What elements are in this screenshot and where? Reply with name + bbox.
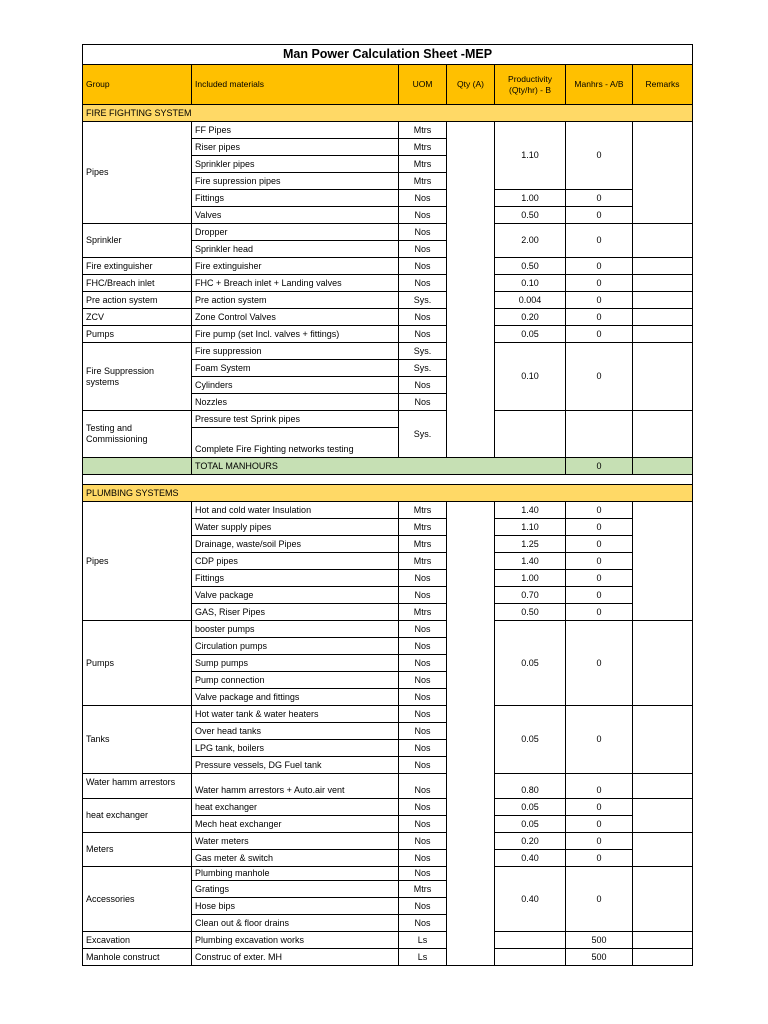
table-row <box>83 258 693 275</box>
productivity-cell: 0.05 <box>495 816 566 833</box>
productivity-cell: 0.40 <box>495 867 566 932</box>
uom-cell: Nos <box>399 326 447 343</box>
table-row <box>83 275 693 292</box>
uom-cell: Nos <box>399 394 447 411</box>
remarks-cell <box>633 932 693 949</box>
productivity-cell: 1.00 <box>495 190 566 207</box>
group-label: Pumps <box>83 621 192 706</box>
remarks-cell <box>633 258 693 275</box>
material-cell: Hot water tank & water heaters <box>192 706 399 723</box>
manhrs-cell: 0 <box>566 799 633 816</box>
group-label: Water hamm arrestors <box>83 774 192 799</box>
group-label: Fire extinguisher <box>83 258 192 275</box>
productivity-cell: 0.05 <box>495 326 566 343</box>
material-cell: Fire supression pipes <box>192 173 399 190</box>
uom-cell: Nos <box>399 241 447 258</box>
productivity-cell: 0.05 <box>495 706 566 774</box>
productivity-cell: 0.10 <box>495 343 566 411</box>
manhrs-cell: 0 <box>566 536 633 553</box>
uom-cell: Nos <box>399 638 447 655</box>
uom-cell: Nos <box>399 706 447 723</box>
group-label: Meters <box>83 833 192 867</box>
table-row <box>83 343 693 360</box>
productivity-cell <box>495 949 566 966</box>
uom-cell: Nos <box>399 570 447 587</box>
group-label: ZCV <box>83 309 192 326</box>
material-cell: Gratings <box>192 881 399 898</box>
remarks-cell <box>633 833 693 867</box>
header-productivity: Productivity (Qty/hr) - B <box>495 65 566 105</box>
section-fire-fighting: FIRE FIGHTING SYSTEM <box>83 105 693 122</box>
material-cell: Water hamm arrestors + Auto.air vent <box>192 774 399 799</box>
table-row <box>83 867 693 881</box>
productivity-cell: 1.40 <box>495 553 566 570</box>
table-row <box>83 799 693 816</box>
material-cell: FHC + Breach inlet + Landing valves <box>192 275 399 292</box>
productivity-cell: 0.50 <box>495 258 566 275</box>
uom-cell: Nos <box>399 850 447 867</box>
productivity-cell: 1.10 <box>495 122 566 190</box>
group-label: Fire Suppression systems <box>83 343 192 411</box>
table-row <box>83 502 693 519</box>
group-label: Manhole construct <box>83 949 192 966</box>
material-cell: Pump connection <box>192 672 399 689</box>
material-cell: Pre action system <box>192 292 399 309</box>
material-cell: Plumbing manhole <box>192 867 399 881</box>
uom-cell: Nos <box>399 757 447 774</box>
productivity-cell <box>495 411 566 458</box>
uom-cell: Mtrs <box>399 122 447 139</box>
uom-cell: Nos <box>399 275 447 292</box>
material-cell: Nozzles <box>192 394 399 411</box>
uom-cell: Nos <box>399 258 447 275</box>
manhrs-cell: 0 <box>566 309 633 326</box>
table-row <box>83 706 693 723</box>
remarks-cell <box>633 292 693 309</box>
header-manhrs: Manhrs - A/B <box>566 65 633 105</box>
manhrs-cell: 500 <box>566 932 633 949</box>
header-qty: Qty (A) <box>447 65 495 105</box>
uom-cell: Mtrs <box>399 536 447 553</box>
material-cell: heat exchanger <box>192 799 399 816</box>
manhrs-cell: 0 <box>566 343 633 411</box>
productivity-cell: 0.40 <box>495 850 566 867</box>
material-cell: Drainage, waste/soil Pipes <box>192 536 399 553</box>
manhrs-cell: 500 <box>566 949 633 966</box>
table-row <box>83 411 693 428</box>
uom-cell: Sys. <box>399 292 447 309</box>
manpower-calculation-table <box>82 44 693 966</box>
uom-cell: Mtrs <box>399 881 447 898</box>
material-cell: Sprinkler pipes <box>192 156 399 173</box>
material-cell: Hot and cold water Insulation <box>192 502 399 519</box>
remarks-cell <box>633 502 693 621</box>
uom-cell: Nos <box>399 723 447 740</box>
group-label: Pre action system <box>83 292 192 309</box>
uom-cell: Nos <box>399 190 447 207</box>
material-cell: LPG tank, boilers <box>192 740 399 757</box>
manhrs-cell: 0 <box>566 224 633 258</box>
material-cell: Mech heat exchanger <box>192 816 399 833</box>
material-cell: Valves <box>192 207 399 224</box>
material-cell: Foam System <box>192 360 399 377</box>
group-label: Tanks <box>83 706 192 774</box>
productivity-cell: 2.00 <box>495 224 566 258</box>
uom-cell: Mtrs <box>399 502 447 519</box>
material-cell: Plumbing excavation works <box>192 932 399 949</box>
group-label: Pipes <box>83 122 192 224</box>
total-label: TOTAL MANHOURS <box>192 458 566 475</box>
manhrs-cell: 0 <box>566 604 633 621</box>
remarks-cell <box>633 799 693 833</box>
qty-cell <box>447 502 495 966</box>
uom-cell: Nos <box>399 816 447 833</box>
uom-cell: Ls <box>399 932 447 949</box>
manhrs-cell: 0 <box>566 850 633 867</box>
material-cell: Sprinkler head <box>192 241 399 258</box>
material-cell: Construc of exter. MH <box>192 949 399 966</box>
uom-cell: Nos <box>399 740 447 757</box>
productivity-cell: 0.004 <box>495 292 566 309</box>
productivity-cell: 0.20 <box>495 833 566 850</box>
manhrs-cell: 0 <box>566 519 633 536</box>
manhrs-cell: 0 <box>566 816 633 833</box>
manhrs-cell: 0 <box>566 833 633 850</box>
material-cell: Water meters <box>192 833 399 850</box>
remarks-cell <box>633 949 693 966</box>
remarks-cell <box>633 326 693 343</box>
manhrs-cell: 0 <box>566 570 633 587</box>
manhrs-cell: 0 <box>566 207 633 224</box>
table-row <box>83 326 693 343</box>
productivity-cell: 0.80 <box>495 774 566 799</box>
material-cell: booster pumps <box>192 621 399 638</box>
uom-cell: Nos <box>399 207 447 224</box>
manhrs-cell: 0 <box>566 587 633 604</box>
remarks-cell <box>633 706 693 774</box>
table-row <box>83 224 693 241</box>
manhrs-cell: 0 <box>566 292 633 309</box>
uom-cell: Mtrs <box>399 173 447 190</box>
group-label: FHC/Breach inlet <box>83 275 192 292</box>
remarks-cell <box>633 309 693 326</box>
table-row <box>83 292 693 309</box>
uom-cell: Mtrs <box>399 553 447 570</box>
total-value: 0 <box>566 458 633 475</box>
material-cell: Over head tanks <box>192 723 399 740</box>
manhrs-cell: 0 <box>566 774 633 799</box>
productivity-cell: 0.05 <box>495 799 566 816</box>
uom-cell: Nos <box>399 689 447 706</box>
material-cell: Cylinders <box>192 377 399 394</box>
group-label: Accessories <box>83 867 192 932</box>
material-cell: Sump pumps <box>192 655 399 672</box>
material-cell: Fittings <box>192 570 399 587</box>
productivity-cell: 0.05 <box>495 621 566 706</box>
remarks-cell <box>633 774 693 799</box>
uom-cell: Sys. <box>399 411 447 458</box>
manhrs-cell: 0 <box>566 621 633 706</box>
uom-cell: Nos <box>399 655 447 672</box>
manhrs-cell: 0 <box>566 867 633 932</box>
table-row <box>83 122 693 139</box>
material-cell: Clean out & floor drains <box>192 915 399 932</box>
uom-cell: Mtrs <box>399 604 447 621</box>
manhrs-cell: 0 <box>566 258 633 275</box>
uom-cell: Sys. <box>399 343 447 360</box>
group-label: Pumps <box>83 326 192 343</box>
remarks-cell <box>633 621 693 706</box>
material-cell: Fittings <box>192 190 399 207</box>
manhrs-cell: 0 <box>566 190 633 207</box>
manhrs-cell: 0 <box>566 275 633 292</box>
productivity-cell: 0.50 <box>495 604 566 621</box>
group-label: heat exchanger <box>83 799 192 833</box>
total-remarks <box>633 458 693 475</box>
remarks-cell <box>633 275 693 292</box>
material-cell: Gas meter & switch <box>192 850 399 867</box>
productivity-cell: 0.50 <box>495 207 566 224</box>
uom-cell: Nos <box>399 309 447 326</box>
table-row <box>83 309 693 326</box>
group-label: Excavation <box>83 932 192 949</box>
material-cell: Circulation pumps <box>192 638 399 655</box>
material-cell: CDP pipes <box>192 553 399 570</box>
manhrs-cell: 0 <box>566 502 633 519</box>
material-cell: FF Pipes <box>192 122 399 139</box>
material-cell: GAS, Riser Pipes <box>192 604 399 621</box>
material-cell: Fire extinguisher <box>192 258 399 275</box>
remarks-cell <box>633 224 693 258</box>
total-row <box>83 458 693 475</box>
uom-cell: Nos <box>399 224 447 241</box>
group-label: Testing and Commissioning <box>83 411 192 458</box>
uom-cell: Nos <box>399 587 447 604</box>
material-cell: Valve package and fittings <box>192 689 399 706</box>
table-row <box>83 932 693 949</box>
material-cell: Fire pump (set Incl. valves + fittings) <box>192 326 399 343</box>
material-cell: Pressure vessels, DG Fuel tank <box>192 757 399 774</box>
header-uom: UOM <box>399 65 447 105</box>
uom-cell: Nos <box>399 867 447 881</box>
table-row <box>83 774 693 799</box>
uom-cell: Mtrs <box>399 519 447 536</box>
material-cell: Dropper <box>192 224 399 241</box>
header-materials: Included materials <box>192 65 399 105</box>
remarks-cell <box>633 343 693 411</box>
spacer-row <box>83 475 693 485</box>
uom-cell: Nos <box>399 799 447 816</box>
manhrs-cell <box>566 411 633 458</box>
table-row <box>83 949 693 966</box>
total-blank <box>83 458 192 475</box>
productivity-cell: 0.70 <box>495 587 566 604</box>
material-cell: Hose bips <box>192 898 399 915</box>
group-label: Pipes <box>83 502 192 621</box>
uom-cell: Mtrs <box>399 139 447 156</box>
qty-cell <box>447 122 495 458</box>
productivity-cell: 0.10 <box>495 275 566 292</box>
productivity-cell: 1.40 <box>495 502 566 519</box>
remarks-cell <box>633 122 693 224</box>
uom-cell: Mtrs <box>399 156 447 173</box>
material-cell: Zone Control Valves <box>192 309 399 326</box>
uom-cell: Sys. <box>399 360 447 377</box>
remarks-cell <box>633 867 693 932</box>
uom-cell: Nos <box>399 672 447 689</box>
uom-cell: Nos <box>399 377 447 394</box>
material-cell: Fire suppression <box>192 343 399 360</box>
uom-cell: Nos <box>399 833 447 850</box>
table-row <box>83 833 693 850</box>
remarks-cell <box>633 411 693 458</box>
section-plumbing: PLUMBING SYSTEMS <box>83 485 693 502</box>
table-row <box>83 621 693 638</box>
productivity-cell: 1.00 <box>495 570 566 587</box>
productivity-cell <box>495 932 566 949</box>
material-cell: Valve package <box>192 587 399 604</box>
uom-cell: Nos <box>399 621 447 638</box>
sheet-title: Man Power Calculation Sheet -MEP <box>83 45 693 65</box>
manhrs-cell: 0 <box>566 326 633 343</box>
material-cell: Pressure test Sprink pipes <box>192 411 399 428</box>
uom-cell: Nos <box>399 898 447 915</box>
uom-cell: Nos <box>399 774 447 799</box>
uom-cell: Nos <box>399 915 447 932</box>
manhrs-cell: 0 <box>566 553 633 570</box>
material-cell: Complete Fire Fighting networks testing <box>192 428 399 458</box>
header-remarks: Remarks <box>633 65 693 105</box>
manhrs-cell: 0 <box>566 706 633 774</box>
group-label: Sprinkler <box>83 224 192 258</box>
material-cell: Water supply pipes <box>192 519 399 536</box>
productivity-cell: 1.10 <box>495 519 566 536</box>
material-cell: Riser pipes <box>192 139 399 156</box>
header-group: Group <box>83 65 192 105</box>
manhrs-cell: 0 <box>566 122 633 190</box>
productivity-cell: 1.25 <box>495 536 566 553</box>
productivity-cell: 0.20 <box>495 309 566 326</box>
uom-cell: Ls <box>399 949 447 966</box>
